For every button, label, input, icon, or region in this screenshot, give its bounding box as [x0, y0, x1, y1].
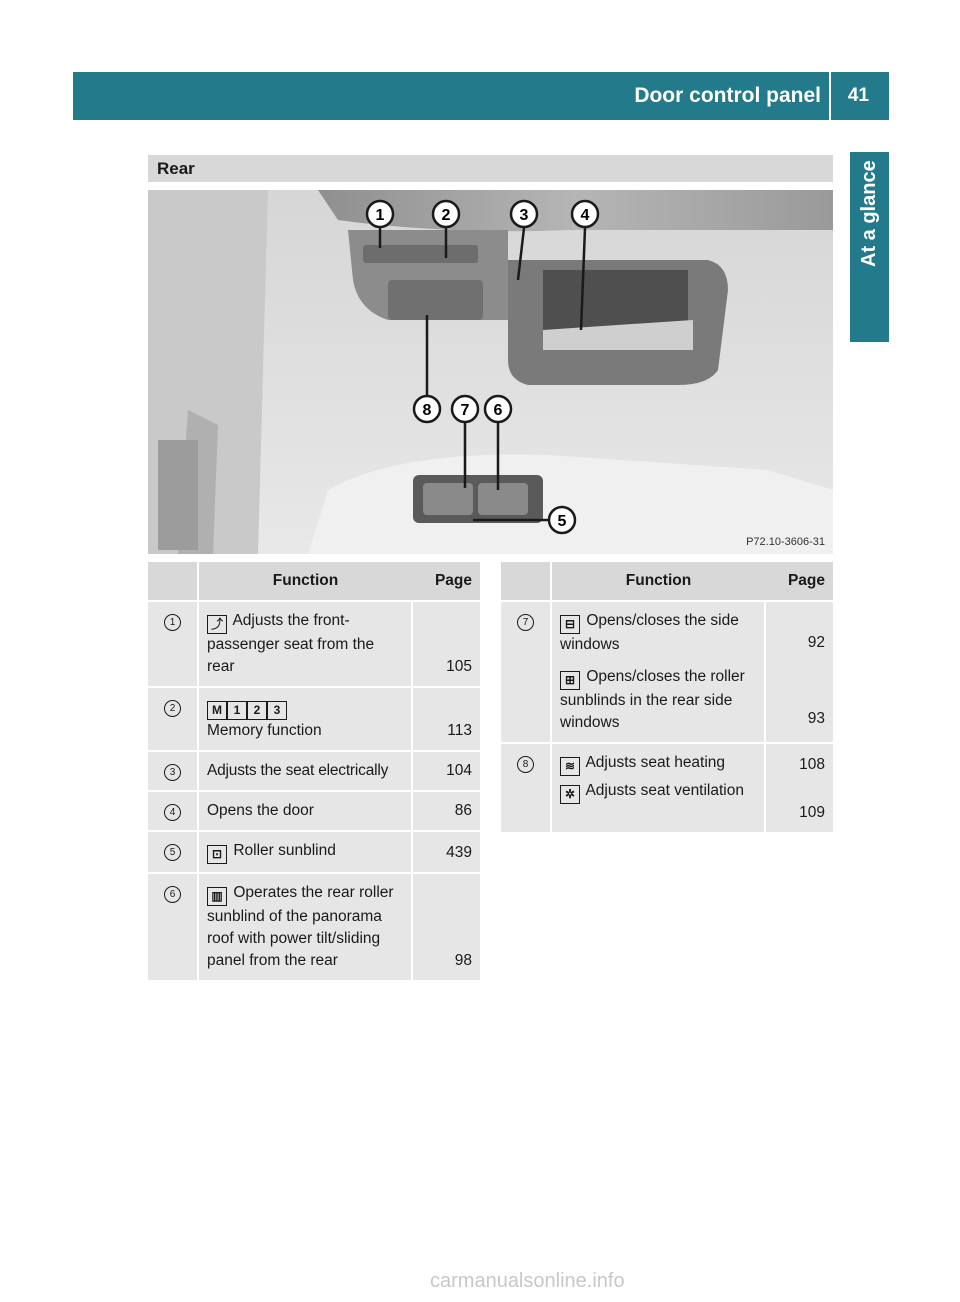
- header-number: [501, 562, 551, 601]
- table-row: [148, 791, 480, 831]
- page-ref: 93: [807, 710, 825, 727]
- callout-3: [511, 201, 537, 227]
- item-number: 2: [164, 700, 181, 717]
- callout-2: [433, 201, 459, 227]
- callout-1: [367, 201, 393, 227]
- footer-watermark: carmanualsonline.info: [430, 1270, 625, 1292]
- window-sunblind-icon: ⊞: [560, 671, 580, 690]
- callout-6: [485, 396, 511, 422]
- svg-text:6: 6: [493, 402, 503, 419]
- callout-4: [572, 201, 598, 227]
- memory-3-icon: 3: [267, 701, 287, 720]
- table-header-row: [501, 562, 833, 601]
- callout-5: [549, 507, 575, 533]
- table-row: [501, 601, 833, 743]
- side-window-icon: ⊟: [560, 615, 580, 634]
- table-row: [148, 831, 480, 873]
- function-text: Adjusts the seat electrically: [198, 751, 412, 791]
- header-page: Page: [412, 562, 480, 601]
- figure-code: P72.10-3606-31: [746, 536, 825, 548]
- header-bar: [73, 72, 889, 120]
- page-ref: 108: [799, 756, 825, 773]
- table-header-row: [148, 562, 480, 601]
- header-function: Function: [198, 562, 412, 601]
- function-text: Adjusts seat ventilation: [585, 782, 744, 799]
- item-number: 3: [164, 764, 181, 781]
- svg-text:4: 4: [580, 207, 590, 224]
- svg-text:7: 7: [460, 402, 470, 419]
- callout-8: [414, 396, 440, 422]
- item-number: 6: [164, 886, 181, 903]
- table-row: [148, 687, 480, 751]
- seat-heating-icon: ≋: [560, 757, 580, 776]
- function-text: Opens/closes the roller sunblinds in the rear side windows: [560, 668, 745, 731]
- function-text: Memory function: [207, 722, 322, 739]
- svg-text:1: 1: [375, 207, 385, 224]
- function-text: Adjusts the front-passenger seat from the rear: [207, 612, 375, 675]
- page-ref: 86: [412, 791, 480, 831]
- item-number: 7: [517, 614, 534, 631]
- function-text: Adjusts seat heating: [585, 754, 726, 771]
- section-heading: Rear: [148, 155, 833, 182]
- memory-buttons: [207, 698, 287, 715]
- page-ref: 113: [412, 687, 480, 751]
- seat-ventilation-icon: ✲: [560, 785, 580, 804]
- memory-m-icon: M: [207, 701, 227, 720]
- door-panel-illustration: [148, 190, 833, 554]
- right-function-table: [501, 562, 833, 834]
- page-ref: 92: [807, 634, 825, 651]
- svg-text:8: 8: [422, 402, 432, 419]
- table-row: [148, 601, 480, 687]
- item-number: 1: [164, 614, 181, 631]
- svg-text:5: 5: [557, 513, 567, 530]
- memory-2-icon: 2: [247, 701, 267, 720]
- table-row: [501, 743, 833, 833]
- page-ref: 98: [412, 873, 480, 981]
- header-separator: [829, 72, 831, 120]
- page-ref: 109: [799, 804, 825, 821]
- page-ref: 104: [412, 751, 480, 791]
- item-number: 8: [517, 756, 534, 773]
- side-tab-label: At a glance: [858, 160, 880, 267]
- header-number: [148, 562, 198, 601]
- svg-text:2: 2: [441, 207, 451, 224]
- function-text: Operates the rear roller sunblind of the panorama roof with power tilt/sliding panel from the rear: [207, 884, 394, 969]
- left-function-table: [148, 562, 480, 982]
- table-row: [148, 873, 480, 981]
- function-text: Opens the door: [198, 791, 412, 831]
- callout-7: [452, 396, 478, 422]
- roller-sunblind-icon: ⊡: [207, 845, 227, 864]
- page-ref: 105: [412, 601, 480, 687]
- memory-1-icon: 1: [227, 701, 247, 720]
- item-number: 4: [164, 804, 181, 821]
- function-text: Roller sunblind: [233, 842, 336, 859]
- page-number: 41: [847, 85, 869, 106]
- header-title: Door control panel: [634, 84, 821, 107]
- page-ref: 439: [412, 831, 480, 873]
- table-row: [148, 751, 480, 791]
- header-page: Page: [765, 562, 833, 601]
- seat-adjust-icon: ⤴: [207, 615, 227, 634]
- function-text: Opens/closes the side windows: [560, 612, 739, 653]
- svg-text:3: 3: [519, 207, 529, 224]
- door-panel-figure: [148, 190, 833, 554]
- header-function: Function: [551, 562, 765, 601]
- item-number: 5: [164, 844, 181, 861]
- panorama-roof-sunblind-icon: ▥: [207, 887, 227, 906]
